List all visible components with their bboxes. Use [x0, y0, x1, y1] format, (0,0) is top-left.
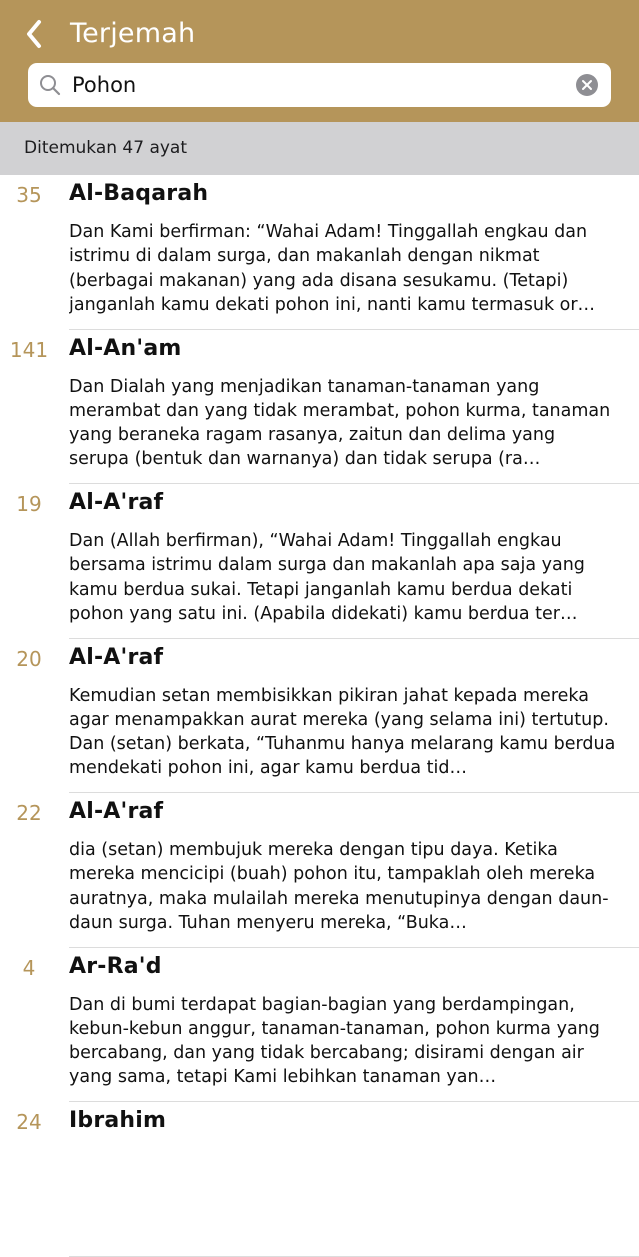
list-item[interactable] [0, 948, 639, 1103]
verse-translation: Dan (Allah berfirman), “Wahai Adam! Tinggallah engkau bersama istrimu dalam surga dan makanlah apa saja yang kamu berdua sukai. Tetapi janganlah kamu berdua dekati pohon yang satu ini. (Apabila didekati) kamu berdua ter… [69, 531, 585, 624]
verse-number: 141 [9, 337, 49, 362]
search-input[interactable] [72, 67, 562, 103]
verse-translation: Dan Kami berfirman: “Wahai Adam! Tinggallah engkau dan istrimu di dalam surga, dan makanlah dengan nikmat (berbagai makanan) yang ada disana sesukamu. (Tetapi) janganlah kamu dekati pohon ini, nanti kamu termasuk or… [69, 222, 596, 315]
list-item[interactable] [0, 330, 639, 485]
verse-number: 24 [16, 1110, 42, 1134]
verse-number: 35 [16, 183, 42, 207]
search-icon [38, 73, 62, 97]
navigation-bar [0, 0, 639, 122]
surah-name: Al-A'raf [69, 490, 164, 515]
chevron-left-icon [23, 18, 45, 50]
verse-translation: Kemudian setan membisikkan pikiran jahat kepada mereka agar menampakkan aurat mereka (yang selama ini) tertutup. Dan (setan) berkata, “Tuhanmu hanya melarang kamu berdua mendekati pohon ini, agar kamu berdua tid… [69, 685, 616, 779]
verse-number: 19 [16, 492, 42, 516]
page-title: Terjemah [70, 18, 196, 49]
list-item[interactable] [0, 793, 639, 948]
verse-translation: Dan di bumi terdapat bagian-bagian yang berdampingan, kebun-kebun anggur, tanaman-tanaman, pohon kurma yang bercabang, dan yang tidak bercabang; disirami dengan air yang sama, tetapi Kami lebihkan tanaman yan… [69, 994, 600, 1088]
result-summary-bar [0, 122, 639, 175]
verse-translation: Dan Dialah yang menjadikan tanaman-tanaman yang merambat dan yang tidak merambat, pohon kurma, tanaman yang beraneka ragam rasanya, zaitun dan delima yang serupa (bentuk dan warnanya) dan tidak serupa (ra… [69, 376, 611, 470]
back-button[interactable] [14, 14, 54, 54]
surah-name: Ar-Ra'd [69, 953, 162, 979]
list-item[interactable] [0, 175, 639, 330]
verse-number: 22 [16, 801, 42, 825]
surah-name: Al-A'raf [69, 644, 164, 670]
results-list [0, 175, 639, 1257]
list-item[interactable] [0, 484, 639, 639]
surah-name: Al-An'am [69, 335, 182, 361]
result-count: Ditemukan 47 ayat [24, 138, 188, 158]
verse-number: 4 [22, 955, 36, 980]
clear-icon [581, 79, 593, 91]
verse-translation: dia (setan) membujuk mereka dengan tipu daya. Ketika mereka mencicipi (buah) pohon itu, tampaklah oleh mereka auratnya, maka mulailah mereka menutupinya dengan daun-daun surga. Tuhan menyeru mereka, “Buka… [69, 840, 609, 933]
surah-name: Ibrahim [69, 1108, 167, 1133]
surah-name: Al-Baqarah [69, 181, 209, 206]
list-item[interactable] [0, 639, 639, 794]
surah-name: Al-A'raf [69, 799, 164, 824]
search-bar[interactable] [28, 63, 611, 107]
verse-number: 20 [16, 646, 42, 671]
list-item[interactable] [0, 1102, 639, 1257]
clear-search-button[interactable] [576, 74, 598, 96]
